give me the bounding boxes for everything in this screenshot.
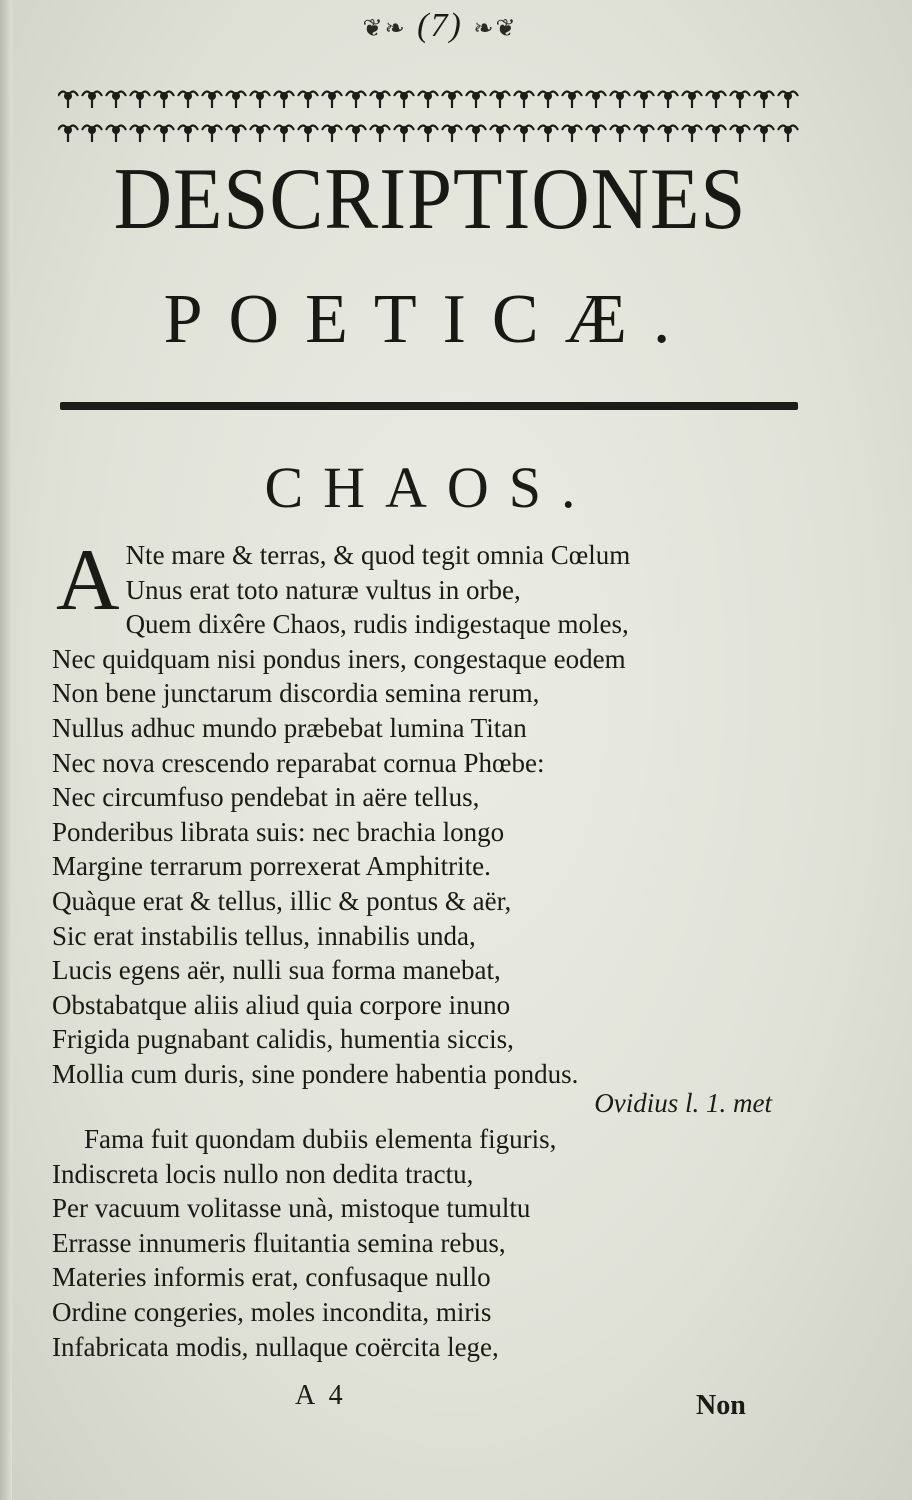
- verse-block-2: [52, 1122, 792, 1364]
- fleuron-icon: [154, 92, 174, 109]
- fleuron-icon: [730, 126, 750, 143]
- fleuron-icon: [490, 92, 510, 109]
- fleuron-icon: [658, 126, 678, 143]
- fleuron-icon: [394, 92, 414, 109]
- verse-line: Lucis egens aër, nulli sua forma manebat,: [52, 955, 501, 986]
- fleuron-icon: [706, 126, 726, 143]
- fleuron-icon: [58, 92, 78, 109]
- verse-line: Per vacuum volitasse unà, mistoque tumultu: [52, 1193, 531, 1224]
- verse-line: Obstabatque aliis aliud quia corpore inuno: [52, 989, 511, 1020]
- fleuron-icon: [226, 92, 246, 109]
- verse-line: Margine terrarum porrexerat Amphitrite.: [52, 851, 491, 882]
- fleuron-icon: [490, 126, 510, 143]
- verse-line: Infabricata modis, nullaque coërcita lege,: [52, 1331, 499, 1362]
- verse-line: Nullus adhuc mundo præbebat lumina Titan: [52, 712, 527, 743]
- fleuron-icon: [202, 92, 222, 109]
- fleuron-icon: [346, 126, 366, 143]
- fleuron-icon: [634, 126, 654, 143]
- verse-line: Nec nova crescendo reparabat cornua Phœbe:: [52, 747, 545, 778]
- verse-line: Fama fuit quondam dubiis elementa figuris,: [84, 1124, 557, 1154]
- verse-line: Frigida pugnabant calidis, humentia siccis,: [52, 1024, 514, 1055]
- fleuron-icon: [514, 126, 534, 143]
- fleuron-icon: [322, 126, 342, 143]
- fleuron-icon: [466, 92, 486, 109]
- fleuron-icon: [682, 126, 702, 143]
- fleuron-icon: [754, 92, 774, 109]
- fleuron-icon: [634, 92, 654, 109]
- verse-line: Unus erat toto naturæ vultus in orbe,: [125, 574, 521, 605]
- fleuron-icon: [610, 126, 630, 143]
- fleuron-icon: [154, 126, 174, 143]
- fleuron-icon: [322, 92, 342, 109]
- right-flourish-icon: ❧❦: [473, 16, 518, 42]
- left-flourish-icon: ❦❧: [362, 16, 407, 42]
- drop-cap: A: [56, 532, 120, 629]
- verse-block-1: [52, 532, 792, 1092]
- fleuron-icon: [442, 126, 462, 143]
- fleuron-icon: [370, 126, 390, 143]
- fleuron-icon: [298, 92, 318, 109]
- fleuron-icon: [82, 126, 102, 143]
- fleuron-icon: [730, 92, 750, 109]
- fleuron-icon: [538, 126, 558, 143]
- verse-line: Ponderibus librata suis: nec brachia longo: [52, 816, 505, 847]
- verse-line: Indiscreta locis nullo non dedita tractu,: [52, 1158, 474, 1189]
- section-title: CHAOS.: [264, 455, 596, 520]
- fleuron-icon: [706, 92, 726, 109]
- horizontal-rule: [60, 402, 798, 410]
- fleuron-icon: [562, 126, 582, 143]
- fleuron-icon: [106, 92, 126, 109]
- fleuron-icon: [754, 126, 774, 143]
- fleuron-icon: [394, 126, 414, 143]
- fleuron-icon: [418, 92, 438, 109]
- page-number: ❦❧ (7) ❧❦: [362, 7, 518, 44]
- fleuron-icon: [370, 92, 390, 109]
- fleuron-icon: [586, 92, 606, 109]
- fleuron-icon: [778, 92, 798, 109]
- fleuron-icon: [130, 92, 150, 109]
- fleuron-border-icon: [58, 78, 803, 150]
- verse-line: Errasse innumeris fluitantia semina rebus,: [52, 1227, 506, 1258]
- fleuron-icon: [778, 126, 798, 143]
- title-line-2: POETICÆ.: [163, 281, 697, 358]
- fleuron-icon: [178, 92, 198, 109]
- catchword: Non: [696, 1390, 746, 1421]
- fleuron-icon: [346, 92, 366, 109]
- page-edge: [0, 0, 12, 1500]
- title-line-1: DESCRIPTIONES: [113, 151, 747, 248]
- fleuron-icon: [250, 126, 270, 143]
- verse-line: Non bene junctarum discordia semina rerum,: [52, 678, 540, 709]
- fleuron-icon: [298, 126, 318, 143]
- verse-line: Nte mare & terras, & quod tegit omnia Cœlum: [125, 540, 631, 570]
- fleuron-icon: [466, 126, 486, 143]
- fleuron-icon: [82, 92, 102, 109]
- fleuron-icon: [658, 92, 678, 109]
- fleuron-icon: [130, 126, 150, 143]
- verse-line: Quem dixêre Chaos, rudis indigestaque moles,: [125, 609, 629, 640]
- fleuron-icon: [178, 126, 198, 143]
- fleuron-icon: [682, 92, 702, 109]
- fleuron-icon: [274, 126, 294, 143]
- verse-line: Sic erat instabilis tellus, innabilis unda,: [52, 920, 476, 951]
- fleuron-icon: [226, 126, 246, 143]
- verse-line: Quàque erat & tellus, illic & pontus & aër,: [52, 885, 512, 916]
- page-number-value: 7: [430, 7, 450, 44]
- fleuron-icon: [538, 92, 558, 109]
- ornamental-border: [58, 78, 803, 150]
- verse-line: Mollia cum duris, sine pondere habentia pondus.: [52, 1058, 579, 1089]
- fleuron-icon: [514, 92, 534, 109]
- fleuron-icon: [58, 126, 78, 143]
- fleuron-icon: [274, 92, 294, 109]
- fleuron-icon: [106, 126, 126, 143]
- signature-mark: A 4: [295, 1380, 347, 1411]
- fleuron-icon: [442, 92, 462, 109]
- citation: Ovidius l. 1. met: [594, 1088, 772, 1118]
- fleuron-icon: [202, 126, 222, 143]
- fleuron-icon: [250, 92, 270, 109]
- verse-line: Materies informis erat, confusaque nullo: [52, 1262, 491, 1293]
- verse-line: Nec quidquam nisi pondus iners, congestaque eodem: [52, 643, 626, 674]
- fleuron-icon: [418, 126, 438, 143]
- fleuron-icon: [586, 126, 606, 143]
- verse-line: Ordine congeries, moles incondita, miris: [52, 1296, 492, 1327]
- fleuron-icon: [562, 92, 582, 109]
- fleuron-icon: [610, 92, 630, 109]
- verse-line: Nec circumfuso pendebat in aëre tellus,: [52, 782, 480, 813]
